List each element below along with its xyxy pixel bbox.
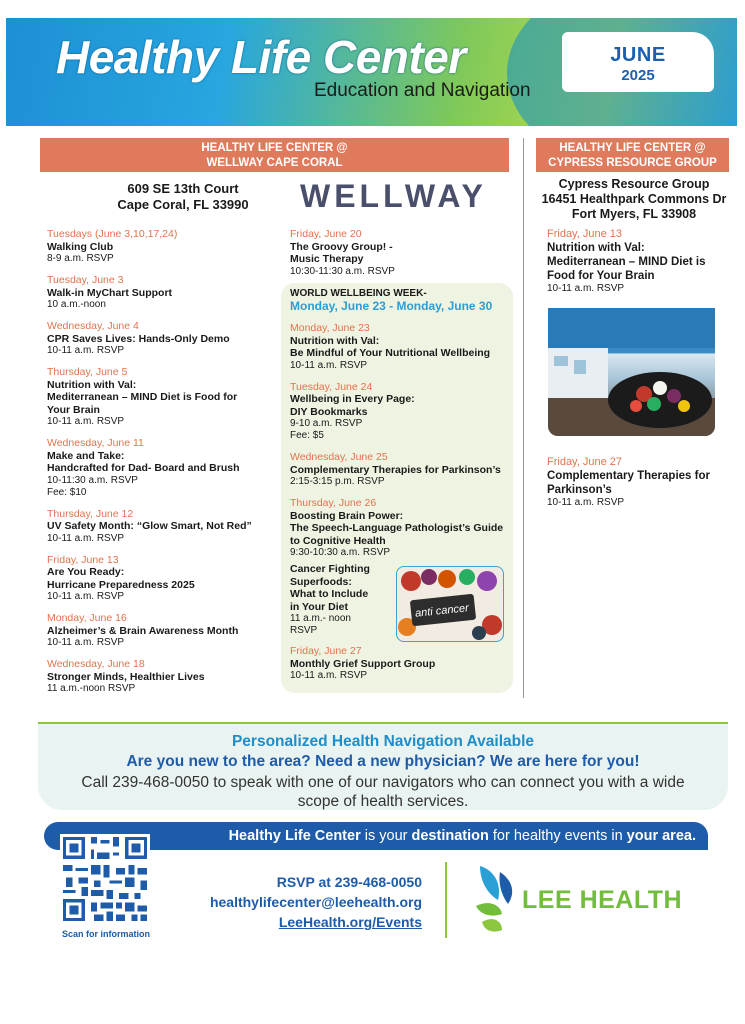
cypress-event-1 (547, 228, 727, 304)
event-time: 10:30-11:30 a.m. RSVP (290, 265, 395, 277)
list-item (47, 437, 277, 499)
tagline-destination: destination (411, 828, 489, 844)
food-illustration (548, 308, 715, 436)
anti-cancer-label: anti cancer (414, 602, 470, 620)
event-time: 10 a.m.-noon (47, 299, 106, 310)
address-line-2: Cape Coral, FL 33990 (117, 197, 249, 212)
event-time: 10-11 a.m. RSVP (547, 496, 625, 508)
event-date: Wednesday, June 25 (290, 451, 388, 463)
event-time: 10-11 a.m. RSVP (47, 345, 125, 356)
event-date: Tuesdays (June 3,10,17,24) (47, 228, 178, 240)
event-date: Friday, June 27 (547, 456, 623, 468)
grief-support-event (290, 645, 512, 691)
event-title: Are You Ready: (47, 566, 125, 578)
event-fee: Fee: $10 (47, 486, 87, 498)
rsvp-contact (170, 872, 422, 932)
qr-code[interactable] (60, 834, 150, 924)
list-item (547, 228, 727, 295)
leaf-icon (472, 862, 522, 936)
event-title: CPR Saves Lives: Hands-Only Demo (47, 332, 230, 345)
event-title: UV Safety Month: “Glow Smart, Not Red” (47, 520, 252, 532)
event-list-col1 (47, 228, 277, 704)
event-time: 11 a.m.- noon (290, 613, 351, 624)
page-subtitle: Education and Navigation (314, 80, 531, 101)
event-date: Friday, June 27 (290, 645, 362, 657)
event-time: 10-11 a.m. RSVP (47, 591, 125, 602)
event-title: Complementary Therapies for Parkinson’s (290, 463, 501, 476)
footer-divider (445, 862, 447, 938)
event-date: Wednesday, June 18 (47, 658, 145, 670)
wellway-section-header (40, 138, 509, 172)
event-date: Tuesday, June 3 (47, 274, 124, 286)
list-item (547, 456, 727, 509)
list-item (47, 508, 277, 545)
event-fee: Fee: $5 (290, 430, 324, 441)
month-label: JUNE (610, 44, 666, 66)
wellway-address (108, 181, 258, 213)
event-date: Wednesday, June 11 (47, 437, 144, 449)
cypress-address (534, 177, 734, 222)
event-title: Hurricane Preparedness 2025 (47, 578, 195, 591)
event-title: DIY Bookmarks (290, 405, 368, 418)
rsvp-phone[interactable]: RSVP at 239-468-0050 (276, 874, 422, 890)
header-line-2: CYPRESS RESOURCE GROUP (548, 157, 717, 169)
event-title: Stronger Minds, Healthier Lives (47, 670, 205, 683)
address-line-2: 16451 Healthpark Commons Dr (541, 192, 727, 206)
event-title: Complementary Therapies for (547, 469, 710, 482)
event-date: Tuesday, June 24 (290, 380, 373, 393)
address-line-3: Fort Myers, FL 33908 (571, 207, 697, 221)
event-date: Thursday, June 12 (47, 507, 134, 520)
list-item (47, 274, 277, 311)
list-item (290, 381, 512, 443)
header-line-1: HEALTHY LIFE CENTER @ (559, 142, 706, 154)
rsvp-email-link[interactable]: healthylifecenter@leehealth.org (209, 894, 422, 910)
event-date: Thursday, June 26 (290, 497, 377, 509)
header-line-1: HEALTHY LIFE CENTER @ (201, 142, 348, 154)
event-title: to Cognitive Health (290, 534, 386, 547)
events-website-link[interactable]: LeeHealth.org/Events (278, 914, 422, 930)
list-item (47, 612, 277, 649)
event-date: Monday, June 23 (290, 322, 370, 334)
lee-health-brand: LEE HEALTH (522, 886, 683, 914)
list-item (47, 320, 277, 357)
tagline-brand: Healthy Life Center (228, 828, 361, 844)
wellbeing-week-label: WORLD WELLBEING WEEK- (290, 288, 427, 299)
mediterranean-food-photo (548, 308, 715, 436)
wellbeing-week-dates: Monday, June 23 - Monday, June 30 (290, 299, 493, 313)
list-item (47, 554, 277, 604)
page-title: Healthy Life Center (56, 31, 466, 83)
list-item (290, 451, 512, 488)
event-title: Monthly Grief Support Group (290, 657, 436, 670)
event-title: Make and Take: (47, 449, 125, 462)
nav-subheading: Are you new to the area? Need a new physician? We are here for you! (126, 753, 640, 770)
event-title: Walking Club (47, 240, 114, 253)
event-time: 10-11 a.m. RSVP (290, 359, 368, 371)
wellway-logo: WELLWAY (300, 178, 487, 214)
event-time: 2:15-3:15 p.m. RSVP (290, 476, 385, 487)
event-title: Food for Your Brain (547, 269, 655, 282)
list-item (47, 658, 277, 695)
event-date: Thursday, June 5 (47, 366, 128, 378)
year-label: 2025 (621, 67, 655, 84)
qr-caption: Scan for information (61, 929, 150, 939)
event-title: in Your Diet (290, 600, 348, 613)
event-date: Wednesday, June 4 (47, 320, 139, 332)
tagline-text: for healthy events in (488, 828, 627, 844)
event-date: Friday, June 13 (547, 228, 623, 240)
tagline-text: is your (360, 828, 412, 844)
cypress-event-2 (547, 456, 727, 518)
qr-code-icon (60, 834, 150, 924)
event-title: Cancer Fighting (290, 563, 370, 575)
event-time: 10-11 a.m. RSVP (547, 282, 625, 294)
event-time: 10-11 a.m. RSVP (290, 670, 368, 681)
header-line-2: WELLWAY CAPE CORAL (206, 157, 343, 169)
event-title: Parkinson’s (547, 483, 612, 496)
event-time: RSVP (290, 625, 318, 636)
nav-heading: Personalized Health Navigation Available (231, 733, 535, 750)
event-title: What to Include (290, 588, 369, 600)
event-time: 9-10 a.m. RSVP (290, 418, 363, 429)
tagline-area: your area. (626, 828, 696, 844)
list-item (47, 366, 277, 428)
event-title: The Speech-Language Pathologist’s Guide (290, 522, 504, 534)
address-line-1: 609 SE 13th Court (127, 181, 239, 196)
event-title: Alzheimer’s & Brain Awareness Month (47, 624, 239, 637)
event-title: Music Therapy (290, 253, 364, 265)
event-title: Handcrafted for Dad- Board and Brush (47, 462, 240, 474)
event-title: The Groovy Group! - (290, 240, 393, 253)
event-date: Friday, June 13 (47, 553, 119, 566)
list-item (290, 322, 512, 372)
event-date: Monday, June 16 (47, 612, 127, 624)
nav-body: Call 239-468-0050 to speak with one of our navigators who can connect you with a wide scope of health services. (81, 774, 685, 810)
event-date: Friday, June 20 (290, 228, 362, 240)
cancer-superfoods-event (290, 563, 394, 637)
list-item (290, 228, 515, 278)
event-title: Be Mindful of Your Nutritional Wellbeing (290, 347, 491, 359)
event-title: Nutrition with Val: (47, 378, 137, 391)
event-time: 10-11 a.m. RSVP (47, 637, 125, 648)
event-title: Your Brain (47, 403, 100, 416)
event-title: Wellbeing in Every Page: (290, 393, 415, 405)
event-title: Boosting Brain Power: (290, 509, 404, 522)
event-time: 8-9 a.m. RSVP (47, 253, 114, 264)
superfoods-photo (396, 566, 504, 642)
event-title: Nutrition with Val: (290, 334, 380, 347)
event-time: 11 a.m.-noon RSVP (47, 683, 136, 694)
event-time: 10-11 a.m. RSVP (47, 532, 125, 544)
event-title: Walk-in MyChart Support (47, 286, 173, 299)
list-item (290, 497, 512, 559)
event-time: 10-11:30 a.m. RSVP (47, 474, 138, 486)
address-line-1: Cypress Resource Group (558, 177, 710, 191)
health-navigation-box (38, 724, 728, 810)
event-col2-top (290, 228, 515, 287)
event-time: 9:30-10:30 a.m. RSVP (290, 547, 391, 558)
date-badge (562, 32, 714, 92)
event-title: Mediterranean – MIND Diet is (547, 255, 706, 268)
list-item (47, 228, 277, 265)
wellbeing-events (290, 322, 512, 568)
event-time: 10-11 a.m. RSVP (47, 416, 125, 427)
event-title: Superfoods: (290, 575, 352, 588)
column-divider (523, 138, 524, 698)
lee-health-leaf-icon (472, 862, 522, 936)
wellbeing-week-heading (290, 288, 512, 313)
cypress-section-header (536, 138, 729, 172)
list-item (290, 645, 512, 682)
event-title: Mediterranean – MIND Diet is Food for (47, 391, 238, 403)
event-title: Nutrition with Val: (547, 241, 645, 254)
